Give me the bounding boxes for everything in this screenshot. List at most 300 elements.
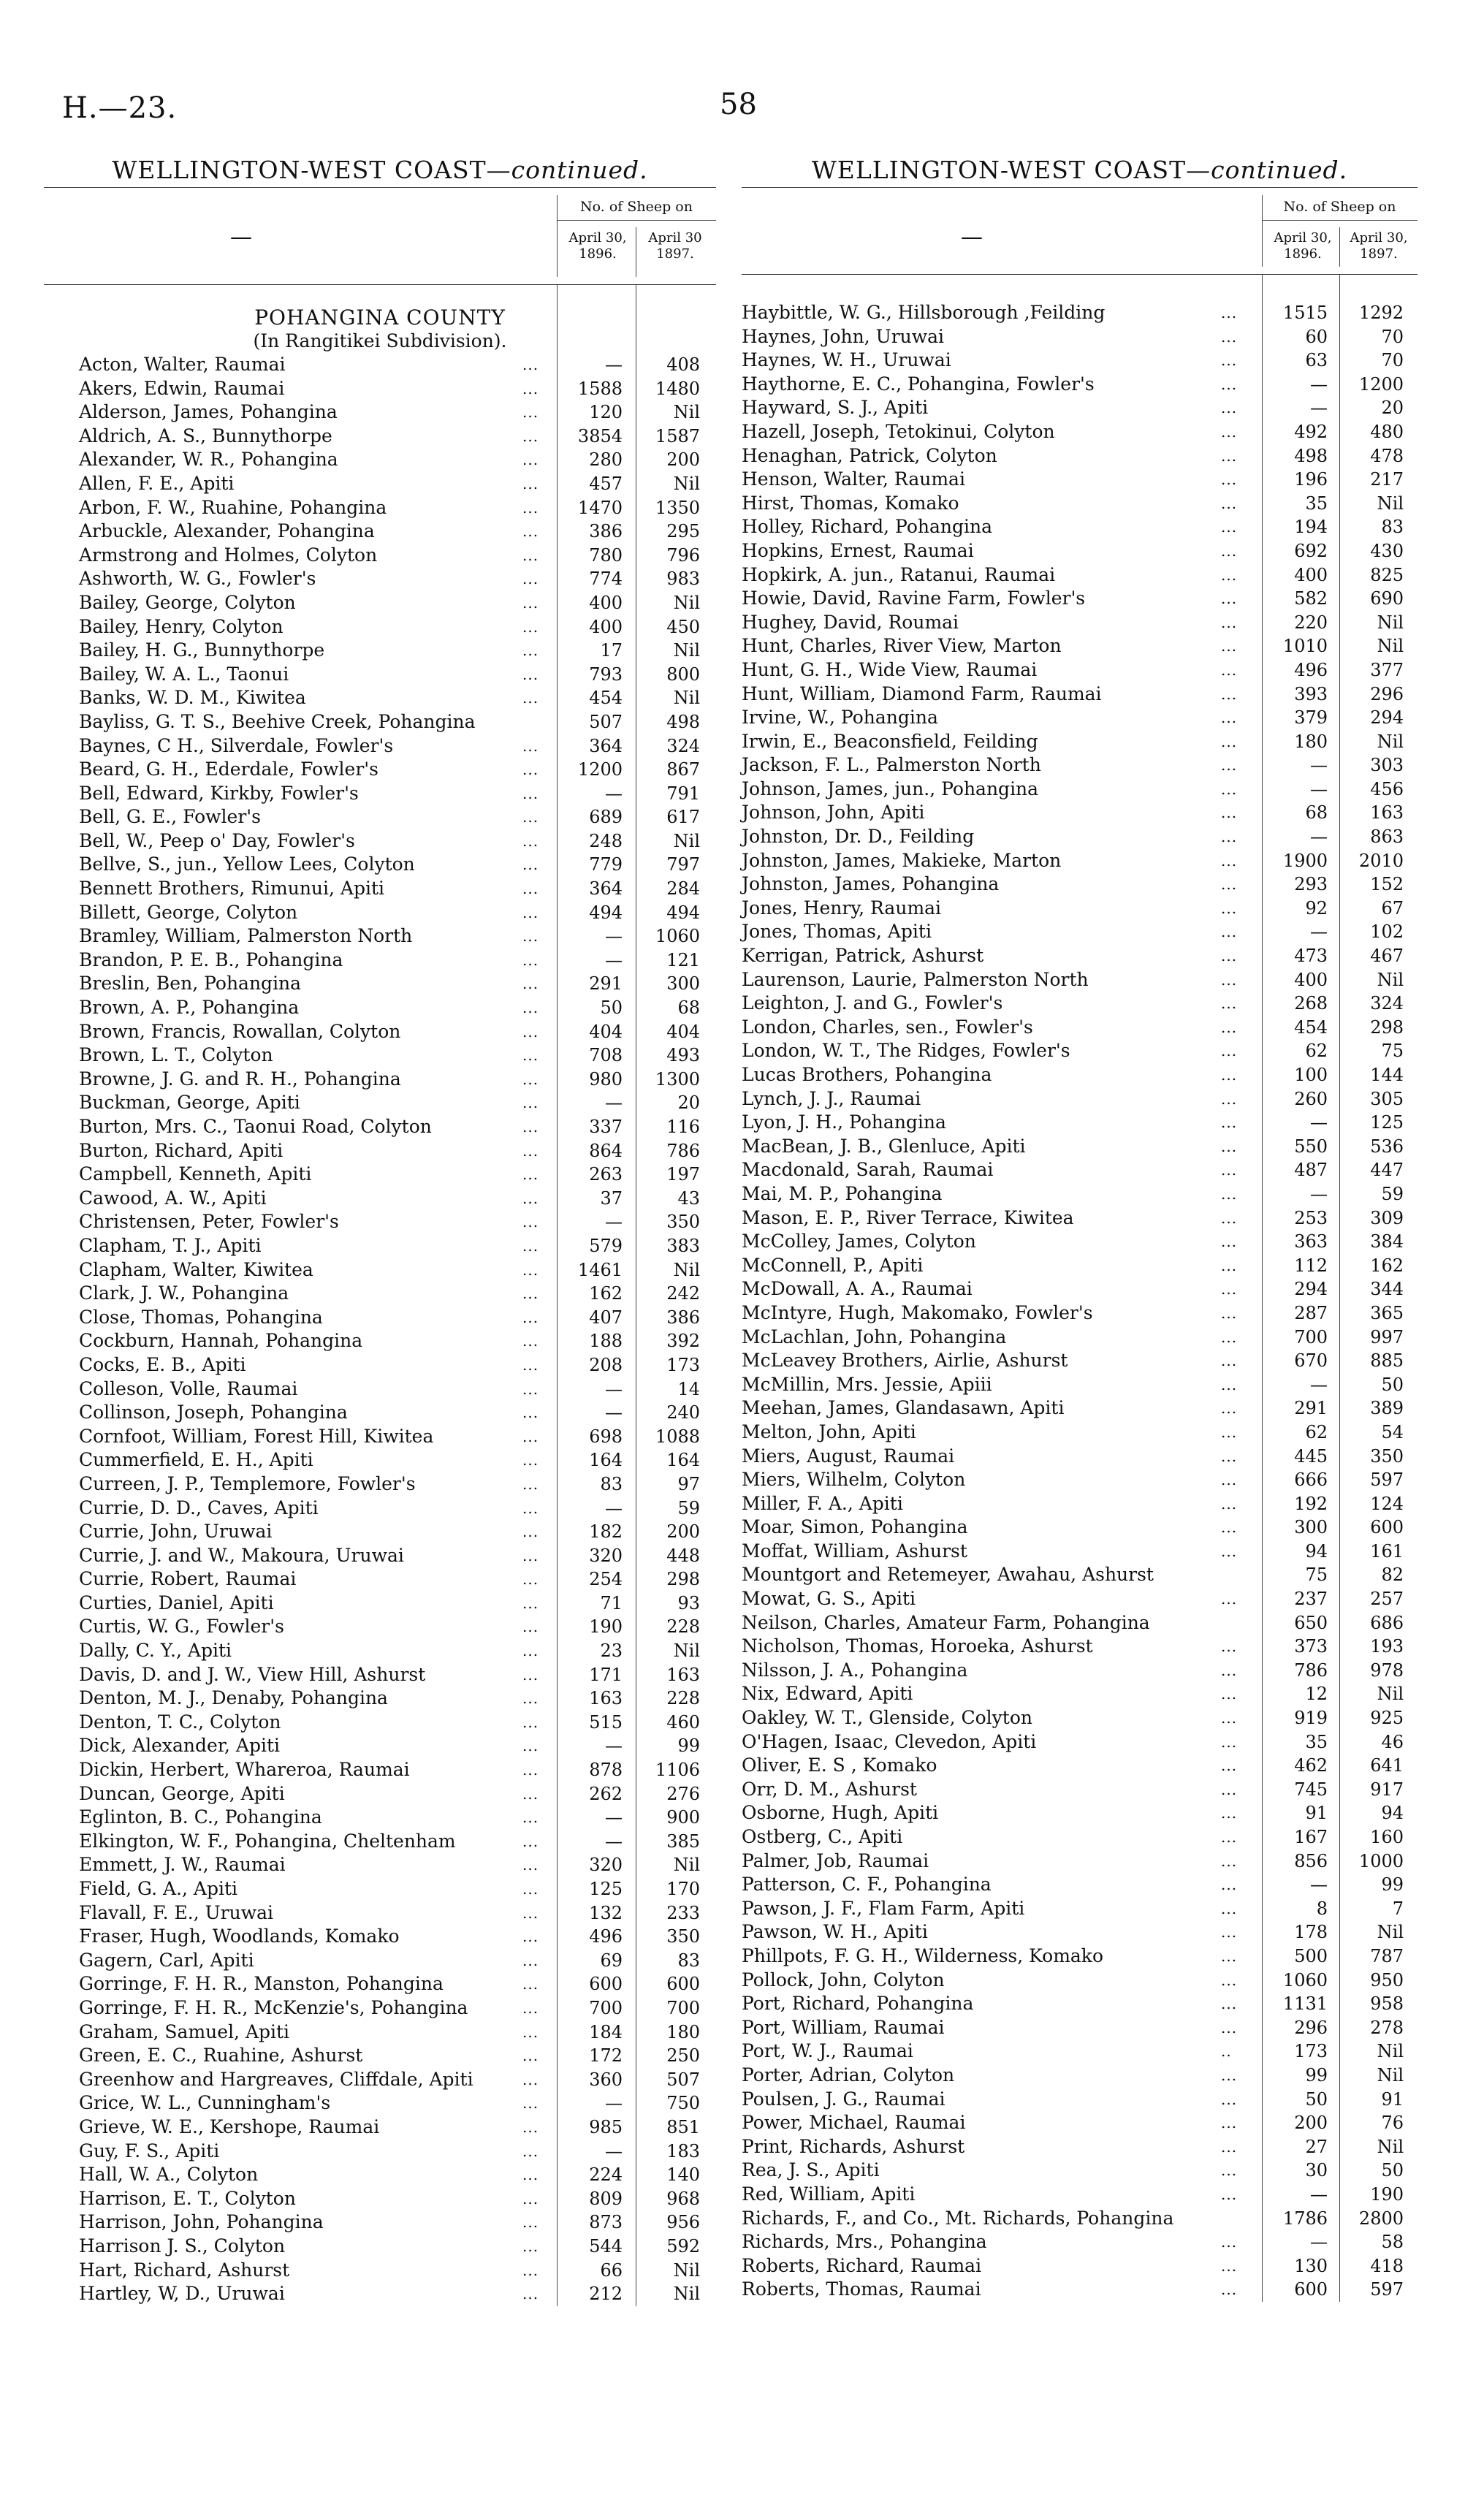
entry-name: Print, Richards, Ashurst: [742, 2135, 965, 2157]
sheep-count-1897: 350: [666, 1212, 700, 1233]
sheep-count-1896: 12: [1305, 1684, 1328, 1705]
entry-name: Green, E. C., Ruahine, Ashurst: [79, 2045, 363, 2067]
sheep-count-1896: 254: [589, 1569, 623, 1590]
sheep-count-1897: Nil: [1377, 493, 1404, 514]
sheep-count-1896: 320: [589, 1545, 623, 1566]
entry-name: Miers, August, Raumai: [742, 1445, 955, 1467]
sheep-count-1897: 183: [666, 2140, 700, 2162]
sheep-count-1897: 851: [666, 2116, 700, 2137]
leader-dots: ...: [1221, 2114, 1238, 2132]
table-row: [742, 1801, 1418, 1825]
leader-dots: ...: [522, 2189, 539, 2208]
leader-dots: ...: [1221, 1780, 1238, 1798]
table-row: [44, 1996, 716, 2020]
table-row: [742, 992, 1418, 1016]
sheep-count-1897: 121: [666, 949, 700, 970]
sheep-count-1897: 617: [666, 807, 700, 828]
leader-dots: ...: [522, 498, 539, 517]
sheep-count-1896: 445: [1294, 1445, 1328, 1467]
sheep-count-1896: 496: [589, 1926, 623, 1947]
leader-dots: ...: [1221, 923, 1238, 941]
sheep-count-1896: 35: [1305, 493, 1328, 514]
leader-dots: ...: [522, 474, 539, 493]
entry-name: Melton, John, Apiti: [742, 1421, 916, 1442]
left-header-col2: April 30 1897.: [648, 230, 702, 262]
sheep-count-1897: 983: [666, 569, 700, 590]
leader-dots: ...: [522, 2285, 539, 2303]
sheep-count-1897: 386: [666, 1307, 700, 1328]
sheep-count-1897: 228: [666, 1688, 700, 1709]
leader-dots: ...: [522, 1141, 539, 1160]
sheep-count-1897: 1106: [655, 1760, 700, 1781]
sheep-count-1896: 291: [589, 973, 623, 995]
entry-name: Colleson, Volle, Raumai: [79, 1377, 298, 1399]
sheep-count-1896: 3854: [577, 425, 623, 446]
table-row: [44, 353, 716, 377]
leader-dots: ...: [1221, 1804, 1238, 1822]
sheep-count-1897: 958: [1370, 1993, 1404, 2015]
leader-dots: ...: [522, 1809, 539, 1827]
entry-name: Miller, F. A., Apiti: [742, 1492, 903, 1514]
sheep-count-1896: 196: [1294, 469, 1328, 490]
entry-name: Moar, Simon, Pohangina: [742, 1516, 968, 1538]
sheep-count-1896: 600: [1294, 2279, 1328, 2300]
table-row: [742, 1254, 1418, 1278]
leader-dots: ...: [1221, 1137, 1238, 1155]
table-row: [742, 2254, 1418, 2278]
table-row: [44, 2044, 716, 2068]
sheep-count-1896: 182: [589, 1521, 623, 1543]
leader-dots: ...: [522, 1832, 539, 1850]
sheep-count-1897: 448: [666, 1545, 700, 1566]
leader-dots: ...: [1221, 518, 1238, 536]
leader-dots: ...: [522, 1737, 539, 1755]
sheep-count-1897: 200: [666, 1521, 700, 1543]
leader-dots: ...: [1221, 1399, 1238, 1418]
entry-name: Denton, T. C., Colyton: [79, 1711, 281, 1733]
sheep-count-1896: 793: [589, 664, 623, 685]
leader-dots: ...: [522, 1356, 539, 1374]
leader-dots: ...: [1221, 1066, 1238, 1084]
sheep-count-1896: 260: [1294, 1088, 1328, 1109]
sheep-count-1897: 956: [666, 2212, 700, 2233]
table-row: [742, 2159, 1418, 2183]
sheep-count-1897: 20: [677, 1092, 700, 1114]
sheep-count-1896: 63: [1305, 350, 1328, 371]
entry-name: Johnson, James, jun., Pohangina: [742, 778, 1039, 799]
entry-name: Hunt, William, Diamond Farm, Raumai: [742, 683, 1102, 704]
leader-dots: ...: [522, 2118, 539, 2136]
entry-name: Meehan, James, Glandasawn, Apiti: [742, 1397, 1065, 1419]
sheep-count-1897: 787: [1370, 1945, 1404, 1966]
sheep-count-1897: 68: [677, 997, 700, 1019]
leader-dots: ...: [1221, 1280, 1238, 1299]
leader-dots: ...: [1221, 1494, 1238, 1513]
sheep-count-1897: 93: [677, 1592, 700, 1613]
entry-name: Burton, Richard, Apiti: [79, 1139, 284, 1161]
entry-name: Hayward, S. J., Apiti: [742, 397, 929, 419]
entry-name: Currie, Robert, Raumai: [79, 1568, 297, 1590]
entry-name: Cockburn, Hannah, Pohangina: [79, 1330, 363, 1352]
sheep-count-1896: —: [605, 1402, 623, 1423]
sheep-count-1897: 50: [1381, 1374, 1404, 1395]
table-row: [44, 496, 716, 520]
entry-name: Currie, J. and W., Makoura, Uruwai: [79, 1544, 404, 1566]
entry-name: Hunt, G. H., Wide View, Raumai: [742, 658, 1038, 680]
entry-name: Hazell, Joseph, Tetokinui, Colyton: [742, 420, 1055, 442]
table-row: [742, 444, 1418, 468]
entry-name: Elkington, W. F., Pohangina, Cheltenham: [79, 1830, 456, 1852]
sheep-count-1896: —: [605, 1378, 623, 1399]
table-row: [44, 2020, 716, 2045]
right-rows: [742, 301, 1418, 2302]
table-row: [44, 1520, 716, 1544]
table-row: [44, 1782, 716, 1806]
sheep-count-1897: 377: [1370, 659, 1404, 680]
leader-dots: ...: [522, 1499, 539, 1517]
entry-name: Harrison, E. T., Colyton: [79, 2187, 296, 2209]
sheep-count-1897: Nil: [673, 640, 700, 661]
sheep-count-1896: 112: [1294, 1255, 1328, 1276]
entry-name: Orr, D. M., Ashurst: [742, 1778, 917, 1800]
sheep-count-1896: —: [1310, 1183, 1328, 1204]
sheep-count-1896: 188: [589, 1331, 623, 1352]
entry-name: McConnell, P., Apiti: [742, 1254, 924, 1276]
entry-name: Miers, Wilhelm, Colyton: [742, 1469, 966, 1491]
entry-name: Jackson, F. L., Palmerston North: [742, 754, 1041, 776]
table-row: [742, 968, 1418, 992]
sheep-count-1896: 692: [1294, 540, 1328, 561]
sheep-count-1896: 473: [1294, 946, 1328, 967]
leader-dots: ...: [1221, 1328, 1238, 1346]
right-section-title: WELLINGTON-WEST COAST—continued.: [811, 156, 1348, 184]
entry-name: Denton, M. J., Denaby, Pohangina: [79, 1687, 388, 1709]
leader-dots: ...: [1221, 1709, 1238, 1727]
table-row: [742, 897, 1418, 921]
sheep-count-1896: 172: [589, 2045, 623, 2067]
sheep-count-1896: —: [605, 1830, 623, 1852]
sheep-count-1897: 917: [1370, 1779, 1404, 1800]
entry-name: McIntyre, Hugh, Makomako, Fowler's: [742, 1301, 1093, 1323]
leader-dots: ...: [1221, 1304, 1238, 1322]
leader-dots: ...: [1221, 590, 1238, 608]
table-row: [44, 1925, 716, 1949]
page-number: 58: [720, 88, 757, 121]
table-row: [44, 924, 716, 948]
left-rows: [44, 353, 716, 2306]
sheep-count-1897: 7: [1392, 1898, 1404, 1919]
sheep-count-1897: 1088: [655, 1426, 700, 1447]
sheep-count-1897: 70: [1381, 326, 1404, 347]
entry-name: Clapham, Walter, Kiwitea: [79, 1258, 313, 1280]
sheep-count-1896: —: [605, 2093, 623, 2114]
leader-dots: ...: [1221, 1471, 1238, 1489]
sheep-count-1896: 91: [1305, 1803, 1328, 1824]
entry-name: Bell, G. E., Fowler's: [79, 806, 261, 828]
sheep-count-1897: 99: [677, 1735, 700, 1757]
leader-dots: ...: [1221, 1185, 1238, 1203]
leader-dots: ...: [522, 1665, 539, 1684]
sheep-count-1897: Nil: [673, 1855, 700, 1876]
sheep-count-1897: 46: [1381, 1731, 1404, 1752]
sheep-count-1897: 796: [666, 544, 700, 566]
entry-name: Guy, F. S., Apiti: [79, 2140, 220, 2162]
sheep-count-1896: 300: [1294, 1517, 1328, 1538]
leader-dots: ...: [522, 1285, 539, 1303]
table-row: [742, 325, 1418, 349]
sheep-count-1896: 462: [1294, 1755, 1328, 1776]
sheep-count-1897: 700: [666, 1997, 700, 2018]
table-row: [742, 1396, 1418, 1421]
table-row: [44, 1425, 716, 1449]
leader-dots: ...: [522, 2023, 539, 2041]
sheep-count-1896: —: [605, 783, 623, 804]
entry-name: Johnston, James, Pohangina: [742, 873, 1000, 895]
entry-name: Cawood, A. W., Apiti: [79, 1187, 267, 1209]
table-row: [44, 472, 716, 496]
sheep-count-1896: —: [605, 949, 623, 970]
sheep-count-1896: 1200: [577, 759, 623, 780]
entry-name: McLeavey Brothers, Airlie, Ashurst: [742, 1350, 1068, 1372]
sheep-count-1896: 407: [589, 1307, 623, 1328]
leader-dots: ...: [522, 1332, 539, 1350]
entry-name: Campbell, Kenneth, Apiti: [79, 1163, 312, 1185]
right-header-dash: —: [961, 224, 983, 250]
sheep-count-1896: 1588: [577, 378, 623, 399]
entry-name: Bellve, S., jun., Yellow Lees, Colyton: [79, 853, 415, 875]
entry-name: Akers, Edwin, Raumai: [79, 377, 285, 399]
sheep-count-1896: 400: [589, 592, 623, 613]
sheep-count-1896: 208: [589, 1354, 623, 1375]
sheep-count-1896: 253: [1294, 1207, 1328, 1228]
table-row: [742, 658, 1418, 683]
table-row: [742, 1778, 1418, 1802]
sheep-count-1897: 383: [666, 1235, 700, 1256]
table-row: [44, 2210, 716, 2235]
table-row: [44, 1210, 716, 1234]
sheep-count-1896: —: [605, 1092, 623, 1114]
table-row: [44, 1020, 716, 1044]
table-row: [742, 1158, 1418, 1182]
leader-dots: ...: [522, 1618, 539, 1636]
sheep-count-1896: 708: [589, 1045, 623, 1066]
leader-dots: ...: [1221, 541, 1238, 560]
table-row: [742, 1421, 1418, 1445]
sheep-count-1897: 597: [1370, 1470, 1404, 1491]
leader-dots: ...: [1221, 1661, 1238, 1679]
sheep-count-1897: Nil: [673, 473, 700, 494]
sheep-count-1897: 384: [1370, 1231, 1404, 1252]
sheep-count-1896: 400: [1294, 969, 1328, 990]
sheep-count-1896: 774: [589, 569, 623, 590]
sheep-count-1897: 385: [666, 1830, 700, 1852]
sheep-count-1897: 125: [1370, 1112, 1404, 1133]
entry-name: London, Charles, sen., Fowler's: [742, 1016, 1033, 1038]
sheep-count-1897: 144: [1370, 1065, 1404, 1085]
entry-name: Howie, David, Ravine Farm, Fowler's: [742, 588, 1086, 609]
entry-name: Armstrong and Holmes, Colyton: [79, 544, 378, 566]
entry-name: Oliver, E. S , Komako: [742, 1754, 937, 1776]
table-row: [742, 587, 1418, 611]
sheep-count-1897: Nil: [673, 402, 700, 423]
sheep-count-1897: 82: [1381, 1565, 1404, 1586]
table-row: [44, 2140, 716, 2164]
sheep-count-1897: 242: [666, 1283, 700, 1304]
leader-dots: ...: [522, 1094, 539, 1112]
entry-name: Richards, F., and Co., Mt. Richards, Pohangina: [742, 2207, 1174, 2229]
leader-dots: ...: [1221, 422, 1238, 441]
entry-name: Johnston, James, Makieke, Marton: [742, 849, 1062, 871]
leader-dots: ...: [522, 593, 539, 612]
sheep-count-1896: 8: [1316, 1898, 1328, 1919]
sheep-count-1896: 100: [1294, 1065, 1328, 1085]
entry-name: London, W. T., The Ridges, Fowler's: [742, 1040, 1070, 1062]
sheep-count-1896: —: [1310, 398, 1328, 419]
leader-dots: ...: [522, 1928, 539, 1946]
entry-name: Brandon, P. E. B., Pohangina: [79, 948, 343, 970]
sheep-count-1896: 600: [589, 1974, 623, 1995]
leader-dots: ...: [1221, 304, 1238, 322]
table-row: [44, 1972, 716, 1996]
leader-dots: ...: [1221, 732, 1238, 750]
sheep-count-1897: 1350: [655, 497, 700, 518]
sheep-count-1897: 94: [1381, 1803, 1404, 1824]
leader-dots: ...: [522, 451, 539, 469]
sheep-count-1897: 968: [666, 2188, 700, 2209]
sheep-count-1896: —: [1310, 826, 1328, 848]
sheep-count-1897: 450: [666, 616, 700, 637]
leader-dots: ...: [522, 2261, 539, 2279]
sheep-count-1896: 37: [600, 1187, 623, 1209]
entry-name: Close, Thomas, Pohangina: [79, 1306, 323, 1328]
sheep-count-1897: 597: [1370, 2279, 1404, 2300]
table-row: [44, 758, 716, 782]
table-row: [44, 448, 716, 472]
sheep-count-1897: Nil: [673, 592, 700, 613]
leader-dots: ...: [522, 1904, 539, 1922]
table-row: [44, 877, 716, 901]
table-row: [44, 2115, 716, 2140]
sheep-count-1897: 797: [666, 854, 700, 875]
entry-name: Red, William, Apiti: [742, 2183, 916, 2205]
sheep-count-1896: 494: [589, 902, 623, 923]
sheep-count-1896: —: [605, 1735, 623, 1757]
sheep-count-1896: 700: [1294, 1326, 1328, 1347]
sheep-count-1896: 294: [1294, 1279, 1328, 1300]
table-row: [742, 1969, 1418, 1993]
sheep-count-1896: 293: [1294, 874, 1328, 895]
sheep-count-1896: 1461: [577, 1259, 623, 1280]
table-row: [44, 710, 716, 734]
sheep-count-1896: —: [605, 1807, 623, 1828]
sheep-count-1896: 291: [1294, 1398, 1328, 1419]
entry-name: Grieve, W. E., Kershope, Raumai: [79, 2115, 380, 2137]
sheep-count-1897: 67: [1381, 897, 1404, 919]
leader-dots: ...: [1221, 2066, 1238, 2084]
sheep-count-1897: 298: [1370, 1016, 1404, 1038]
leader-dots: ...: [1221, 1876, 1238, 1894]
sheep-count-1896: 515: [589, 1711, 623, 1733]
sheep-count-1897: Nil: [673, 1259, 700, 1280]
entry-name: Bailey, George, Colyton: [79, 591, 296, 613]
table-row: [742, 1182, 1418, 1206]
sheep-count-1897: 1587: [655, 425, 700, 446]
entry-name: Arbon, F. W., Ruahine, Pohangina: [79, 496, 387, 518]
sheep-count-1896: 1131: [1282, 1993, 1328, 2015]
entry-name: Hirst, Thomas, Komako: [742, 492, 959, 514]
leader-dots: ...: [522, 2142, 539, 2160]
sheep-count-1897: 498: [666, 711, 700, 732]
table-row: [44, 1830, 716, 1854]
sheep-count-1896: —: [605, 2140, 623, 2162]
sheep-count-1897: 2010: [1358, 850, 1404, 871]
entry-name: Davis, D. and J. W., View Hill, Ashurst: [79, 1663, 426, 1685]
table-row: [742, 1754, 1418, 1778]
entry-name: Nix, Edward, Apiti: [742, 1683, 913, 1705]
sheep-count-1896: 780: [589, 544, 623, 566]
sheep-count-1897: Nil: [1377, 1684, 1404, 1705]
entry-name: Alexander, W. R., Pohangina: [79, 449, 338, 471]
leader-dots: ...: [1221, 685, 1238, 703]
table-row: [742, 1635, 1418, 1659]
sheep-count-1896: —: [605, 1497, 623, 1518]
sheep-count-1897: Nil: [1377, 2136, 1404, 2157]
table-row: [44, 1901, 716, 1925]
sheep-count-1897: Nil: [673, 2284, 700, 2305]
table-row: [742, 1492, 1418, 1516]
sheep-count-1896: 237: [1294, 1589, 1328, 1610]
table-row: [742, 2016, 1418, 2040]
table-row: [44, 591, 716, 615]
table-row: [44, 2259, 716, 2283]
leader-dots: ...: [522, 1761, 539, 1779]
leader-dots: ...: [522, 1570, 539, 1589]
sheep-count-1896: 62: [1305, 1421, 1328, 1442]
leader-dots: ...: [522, 1642, 539, 1660]
table-row: [742, 1349, 1418, 1373]
leader-dots: ...: [1221, 1352, 1238, 1370]
sheep-count-1896: 582: [1294, 588, 1328, 609]
leader-dots: ...: [522, 1713, 539, 1731]
entry-name: Rea, J. S., Apiti: [742, 2159, 880, 2181]
entry-name: Collinson, Joseph, Pohangina: [79, 1402, 348, 1423]
entry-name: Henson, Walter, Raumai: [742, 468, 965, 490]
leader-dots: ...: [522, 2237, 539, 2255]
table-row: [742, 1730, 1418, 1754]
entry-name: Cocks, E. B., Apiti: [79, 1353, 246, 1375]
sheep-count-1896: 71: [600, 1592, 623, 1613]
sheep-count-1897: 59: [677, 1497, 700, 1518]
entry-name: Brown, Francis, Rowallan, Colyton: [79, 1020, 401, 1042]
sheep-count-1897: 950: [1370, 1969, 1404, 1991]
leader-dots: ...: [522, 1523, 539, 1541]
leader-dots: ...: [522, 856, 539, 874]
sheep-count-1897: 161: [1370, 1540, 1404, 1562]
entry-name: Currie, D. D., Caves, Apiti: [79, 1497, 319, 1518]
table-row: [44, 1115, 716, 1139]
entry-name: Porter, Adrian, Colyton: [742, 2064, 955, 2086]
entry-name: Haybittle, W. G., Hillsborough ,Feilding: [742, 302, 1106, 323]
table-row: [44, 853, 716, 877]
leader-dots: ...: [522, 379, 539, 398]
sheep-count-1897: 863: [1370, 826, 1404, 848]
entry-name: Palmer, Job, Raumai: [742, 1849, 929, 1871]
entry-name: McColley, James, Colyton: [742, 1231, 976, 1252]
table-row: [742, 1897, 1418, 1921]
entry-name: Curreen, J. P., Templemore, Fowler's: [79, 1472, 416, 1494]
left-header-col1: April 30, 1896.: [568, 230, 627, 262]
sheep-count-1897: Nil: [673, 688, 700, 709]
